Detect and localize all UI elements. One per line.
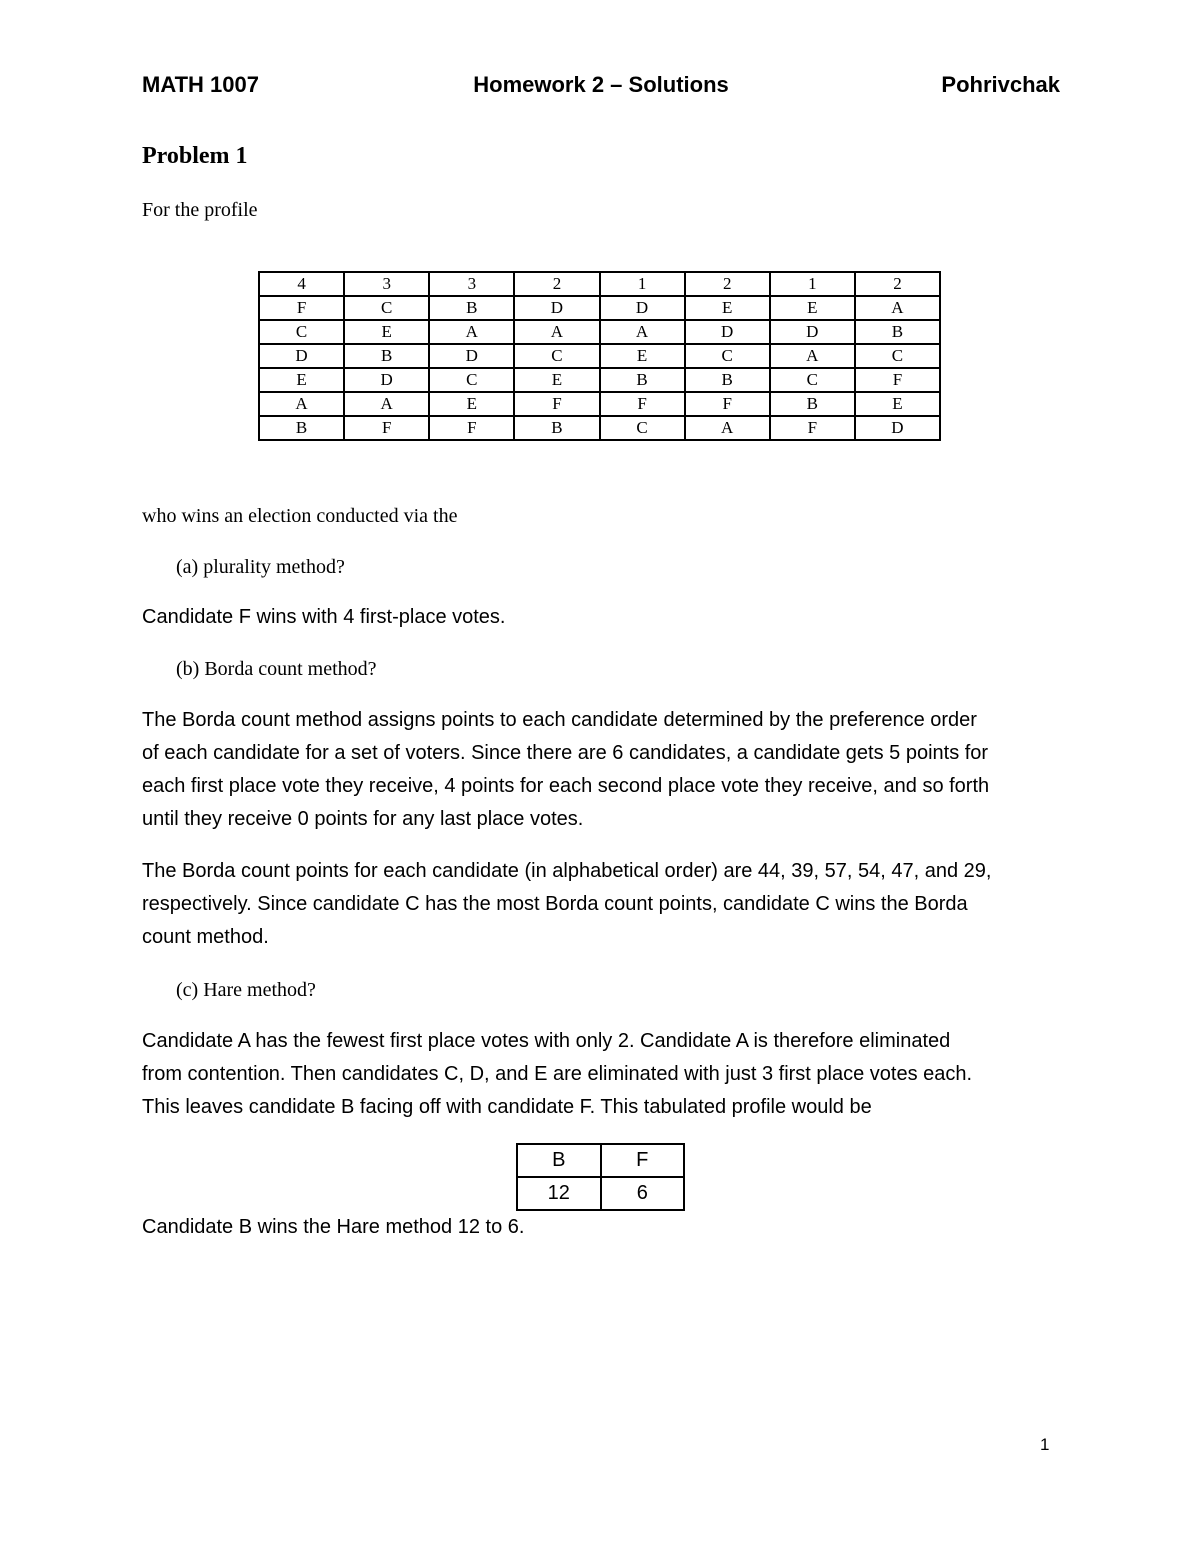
profile-cell: 2 [514, 272, 599, 296]
profile-cell: A [855, 296, 940, 320]
text-line: The Borda count method assigns points to each candidate determined by the preference order [142, 709, 977, 731]
profile-cell: F [600, 392, 685, 416]
profile-cell: C [600, 416, 685, 440]
profile-cell: B [685, 368, 770, 392]
profile-cell: A [259, 392, 344, 416]
profile-cell: D [259, 344, 344, 368]
answer-c-conclusion: Candidate B wins the Hare method 12 to 6. [142, 1216, 525, 1238]
text-line: The Borda count points for each candidate (in alphabetical order) are 44, 39, 57, 54, 47, and 29, [142, 860, 992, 882]
text-line: count method. [142, 926, 269, 948]
question-b: (b) Borda count method? [176, 658, 377, 680]
text-line: of each candidate for a set of voters. Since there are 6 candidates, a candidate gets 5 points for [142, 742, 989, 764]
profile-cell: B [600, 368, 685, 392]
hare-value-cell: 6 [601, 1177, 685, 1210]
profile-cell: 3 [429, 272, 514, 296]
answer-c-paragraph [142, 1025, 1067, 1124]
question-lead: who wins an election conducted via the [142, 505, 458, 527]
profile-cell: D [770, 320, 855, 344]
hare-value-row [517, 1177, 684, 1210]
answer-b-paragraph-1 [142, 704, 1067, 836]
profile-cell: C [855, 344, 940, 368]
profile-cell: 1 [600, 272, 685, 296]
course-code: MATH 1007 [142, 72, 259, 97]
answer-a: Candidate F wins with 4 first-place votes. [142, 606, 506, 628]
profile-rank-row [259, 320, 940, 344]
profile-cell: C [429, 368, 514, 392]
profile-cell: B [259, 416, 344, 440]
profile-cell: 3 [344, 272, 429, 296]
author-name: Pohrivchak [941, 72, 1060, 97]
text-line: from contention. Then candidates C, D, and E are eliminated with just 3 first place votes each. [142, 1063, 973, 1085]
profile-cell: B [855, 320, 940, 344]
profile-cell: F [855, 368, 940, 392]
profile-rank-row [259, 392, 940, 416]
profile-cell: D [685, 320, 770, 344]
hare-table [516, 1143, 685, 1211]
profile-cell: E [259, 368, 344, 392]
profile-cell: F [344, 416, 429, 440]
question-c: (c) Hare method? [176, 979, 316, 1001]
text-line: respectively. Since candidate C has the most Borda count points, candidate C wins the Borda [142, 893, 968, 915]
profile-cell: E [855, 392, 940, 416]
page-number: 1 [1040, 1435, 1050, 1454]
problem-title: Problem 1 [142, 143, 248, 169]
profile-rank-row [259, 368, 940, 392]
profile-cell: A [344, 392, 429, 416]
profile-cell: E [770, 296, 855, 320]
profile-cell: C [259, 320, 344, 344]
profile-cell: F [429, 416, 514, 440]
profile-cell: D [344, 368, 429, 392]
profile-cell: 4 [259, 272, 344, 296]
profile-cell: F [514, 392, 599, 416]
page-header [142, 72, 1060, 108]
profile-cell: 2 [685, 272, 770, 296]
profile-cell: D [514, 296, 599, 320]
problem-intro: For the profile [142, 199, 258, 221]
hare-header-row [517, 1144, 684, 1177]
profile-cell: F [770, 416, 855, 440]
profile-table [258, 271, 941, 441]
profile-cell: F [685, 392, 770, 416]
hare-header-cell: B [517, 1144, 601, 1177]
profile-cell: E [429, 392, 514, 416]
profile-cell: C [514, 344, 599, 368]
document-title: Homework 2 – Solutions [473, 72, 729, 97]
profile-cell: D [429, 344, 514, 368]
profile-cell: D [600, 296, 685, 320]
profile-cell: A [770, 344, 855, 368]
profile-cell: A [685, 416, 770, 440]
profile-cell: E [514, 368, 599, 392]
profile-rank-row [259, 416, 940, 440]
profile-cell: F [259, 296, 344, 320]
profile-cell: A [429, 320, 514, 344]
profile-rank-row [259, 296, 940, 320]
hare-value-cell: 12 [517, 1177, 601, 1210]
profile-cell: C [344, 296, 429, 320]
profile-cell: A [514, 320, 599, 344]
profile-cell: B [514, 416, 599, 440]
profile-cell: B [770, 392, 855, 416]
profile-cell: E [600, 344, 685, 368]
text-line: each first place vote they receive, 4 points for each second place vote they receive, and so forth [142, 775, 990, 797]
profile-cell: E [685, 296, 770, 320]
profile-count-row [259, 272, 940, 296]
profile-cell: D [855, 416, 940, 440]
question-a: (a) plurality method? [176, 556, 345, 578]
text-line: Candidate A has the fewest first place votes with only 2. Candidate A is therefore eliminated [142, 1030, 951, 1052]
profile-cell: C [770, 368, 855, 392]
profile-cell: B [344, 344, 429, 368]
profile-cell: B [429, 296, 514, 320]
profile-cell: 1 [770, 272, 855, 296]
profile-rank-row [259, 344, 940, 368]
text-line: This leaves candidate B facing off with candidate F. This tabulated profile would be [142, 1096, 872, 1118]
hare-header-cell: F [601, 1144, 685, 1177]
text-line: until they receive 0 points for any last place votes. [142, 808, 584, 830]
answer-b-paragraph-2 [142, 855, 1067, 954]
profile-cell: 2 [855, 272, 940, 296]
profile-cell: E [344, 320, 429, 344]
profile-cell: C [685, 344, 770, 368]
profile-cell: A [600, 320, 685, 344]
